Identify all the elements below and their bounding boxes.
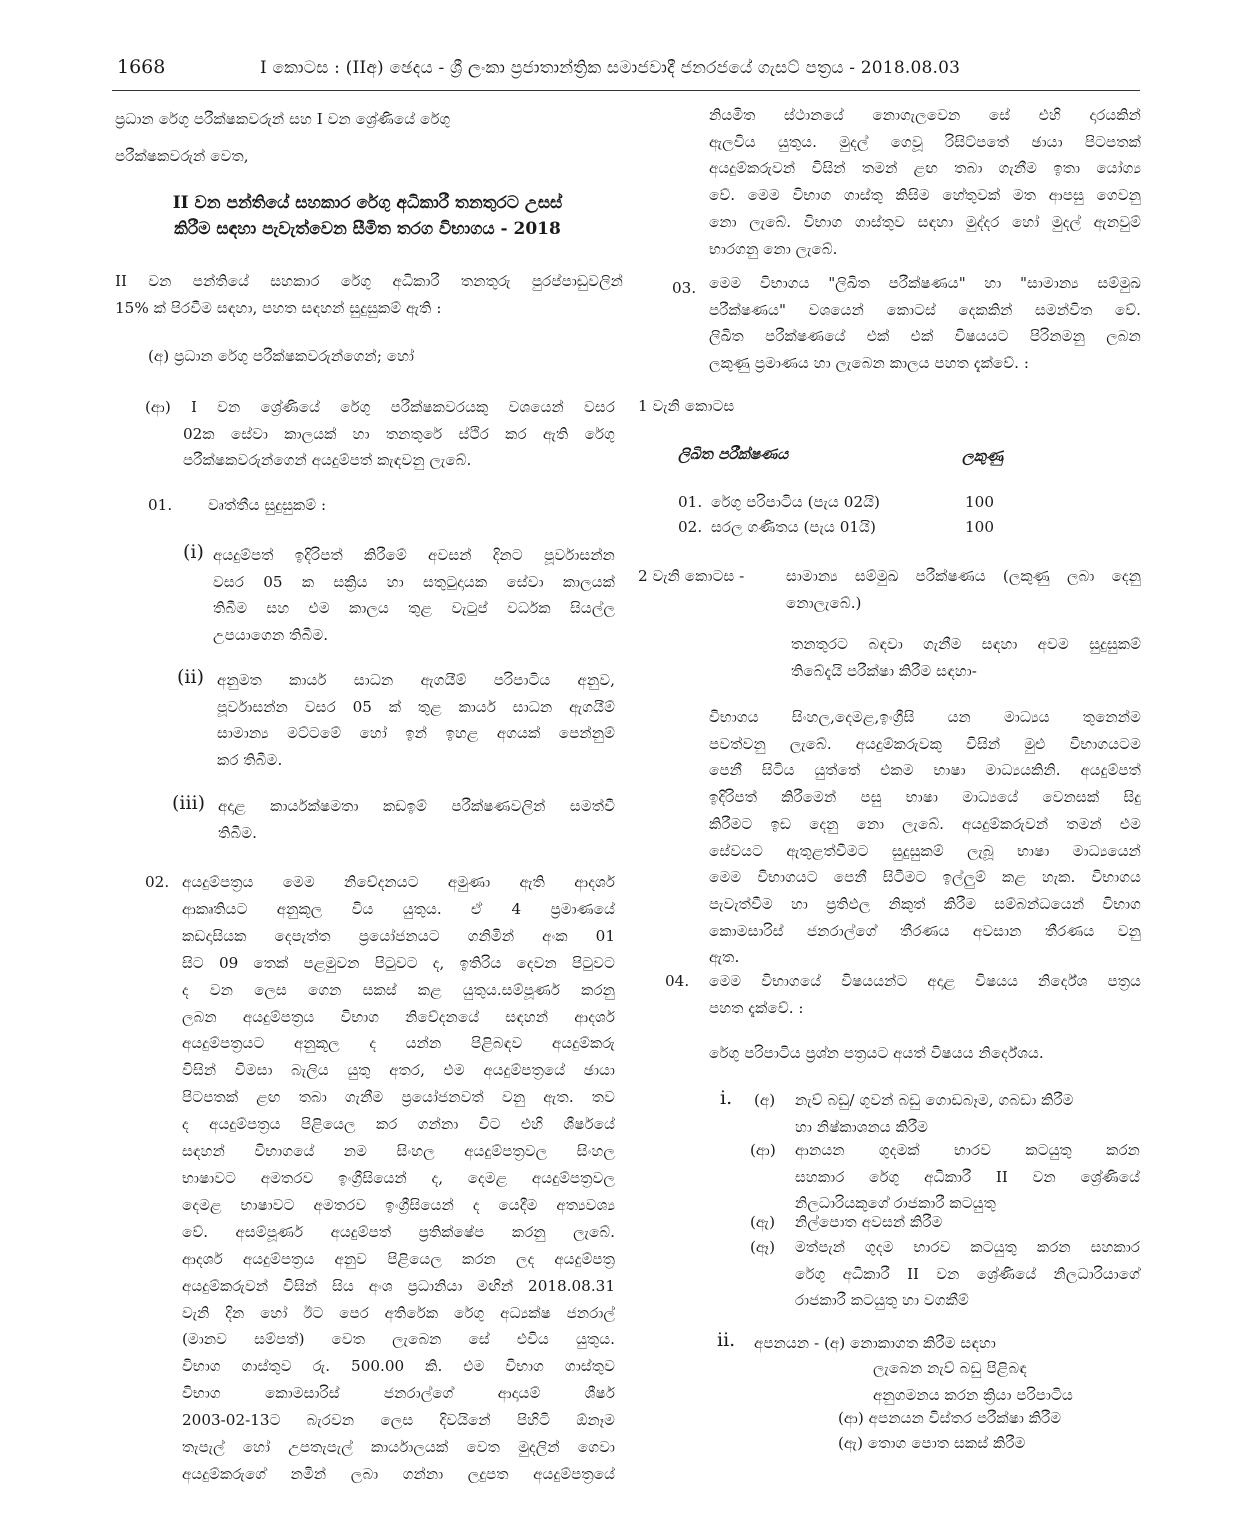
export-item: අපනයන - (අ) නොකාගත කිරීම සඳහා xyxy=(754,1334,996,1352)
section-03-number: 03. xyxy=(672,279,697,297)
section-03-text: මෙම විභාගය "ලිඛිත පරීක්ෂණය" හා "සාමාන්‍ය සම්මුඛ පරීක්ෂණය" වශයෙන් කොටස් දෙකකින් සමන්විත වේ. ලිඛිත පරීක්ෂණයේ එක් එක් විෂයයට පිරිනමනු ලබන ලකුණු ප්‍රමාණය හා ලැබෙන කාලය පහත දැක්වේ. : xyxy=(709,274,1141,373)
syllabus-item: නැව් බඩු/ ගුවන් බඩු ගොඩබෑම, ගබඩා කිරීම හා නිෂ්කාශනය කිරීම xyxy=(795,1091,1074,1136)
syllabus-item: නිල්පොත අවසන් කිරීම xyxy=(795,1213,943,1231)
req-ii-number: (ii) xyxy=(177,666,204,688)
paper-row: 02. සරල ගණිතය (පැය 01යි) 100 xyxy=(678,518,994,536)
part-2-note: තනතුරට බඳවා ගැනීම සඳහා අවම සුදුසුකම් තිබේදැයි පරීක්ෂා කිරීම සඳහා- xyxy=(791,635,1141,680)
syllabus-item: මත්පැන් ගුදම භාරව කටයුතු කරන සහකාර රේගු අධිකාරී II වන ශ්‍රේණියේ නිලධාරියාගේ රාජකාරී කටයුතු හා වගකීම් xyxy=(795,1238,1140,1310)
section-04-number: 04. xyxy=(665,972,690,990)
paper-row: 01. රේගු පරිපාටිය (පැය 02යි) 100 xyxy=(678,493,994,511)
part-2-label: 2 වැනි කොටස - xyxy=(638,567,745,585)
section-01-title: වෘත්තීය සුදුසුකම් : xyxy=(208,496,327,514)
syllabus-item: ආනයන ගුදමක් භාරව කටයුතු කරන සහකාර රේගු අධිකාරී II වන ශ්‍රේණියේ නිලධාරියකුගේ රාජකාරී කටයුතු xyxy=(795,1141,1140,1213)
syllabus-title: රේගු පරිපාටිය ප්‍රශ්න පත්‍රයට අයත් විෂයය නිර්දේශය. xyxy=(709,1044,1044,1062)
part-2-text: සාමාන්‍ය සම්මුඛ පරීක්ෂණය (ලකුණු ලබා දෙනු නොලැබේ.) xyxy=(786,567,1141,612)
section-01-number: 01. xyxy=(148,496,173,514)
part-1-label: 1 වැනි කොටස xyxy=(638,397,735,415)
exam-title: II වන පන්තියේ සහකාර රේගු අධිකාරී තනතුරට උසස් කිරීම සඳහා පැවැත්වෙන සීමිත තරග විභාගය - 2018 xyxy=(172,193,563,239)
export-item: (ඇ) තොග පොත සකස් කිරීම xyxy=(838,1434,1026,1452)
req-iii-text: අදාළ කාර්යක්ෂමතා කඩඉම් පරීක්ෂණවලින් සමත්වී තිබීම. xyxy=(218,797,615,842)
option-aa: (ආ) I වන ශ්‍රේණියේ රේගු පරීක්ෂකවරයකු වශයෙන් වසර 02ක සේවා කාලයක් හා තනතුරේ ස්ථිර කර ඇති රේගු පරීක්ෂකවරුන්ගෙන් අයදුම්පත් කැඳවනු ලැබේ. xyxy=(145,398,615,470)
fee-continuation: නියමිත ස්ථානයේ නොගැලවෙන සේ එහි දාරයකින් ඇලවිය යුතුය. මුදල් ගෙවූ රිසිට්පතේ ඡායා පිටපතක් අයදුම්කරුවන් විසින් තමන් ළඟ තබා ගැනීම ඉතා යෝග්‍ය වේ. මෙම විභාග ගාස්තු කිසිම හේතුවක් මත ආපසු ගෙවනු නො ලැබේ. විභාග ගාස්තුව සඳහා මුද්දර හෝ මුදල් ඇනවුම් භාරගනු නො ලැබේ. xyxy=(709,106,1141,258)
page-number: 1668 xyxy=(117,56,166,78)
syllabus-item-label: (ආ) xyxy=(750,1141,776,1159)
written-exam-header: ලිඛිත පරීක්ෂණය xyxy=(678,445,789,463)
req-i-text: අයදුම්පත් ඉදිරිපත් කිරීමේ අවසන් දිනට පූර්වාසන්න වසර 05 ක සක්‍රිය හා සතුටුදායක සේවා කාලයක් තිබීම සහ එම කාලය තුළ වැටුප් වර්ධක සියල්ල උපයාගෙන තිබීම. xyxy=(213,546,615,645)
option-a: (අ) ප්‍රධාන රේගු පරීක්ෂකවරුන්ගෙන්; හෝ xyxy=(148,347,415,365)
marks-header: ලකුණු xyxy=(962,447,1003,465)
addressee: ප්‍රධාන රේගු පරීක්ෂකවරුන් සහ I වන ශ්‍රේණියේ රේගු පරීක්ෂකවරුන් වෙත, xyxy=(115,110,451,165)
req-ii-text: අනුමත කාර්ය සාධන ඇගයීම් පරිපාටිය අනුව, පූර්වාසන්න වසර 05 ක් තුළ කාර්ය සාධන ඇගයීම් සාමාන්‍ය මට්ටමේ හෝ ඉන් ඉහළ අගයක් පෙන්නුම් කර තිබීම. xyxy=(217,671,615,770)
medium-paragraph: විභාගය සිංහල,දෙමළ,ඉංග්‍රීසි යන මාධ්‍යය තුනෙන්ම පවත්වනු ලැබේ. අයදුම්කරුවකු විසින් මුළු විභාගයටම පෙනී සිටිය යුත්තේ එකම භාෂා මාධ්‍යයකිනි. අයදුම්පත් ඉදිරිපත් කිරීමෙන් පසු භාෂා මාධ්‍යයේ වෙනසක් සිදු කිරීමට ඉඩ දෙනු නො ලැබේ. අයදුම්කරුවන් තමන් එම සේවයට ඇතුළත්වීමට සුදුසුකම් ලැබූ භාෂා මාධ්‍යයෙන් මෙම විභාගයට පෙනී සිටීමට ඉල්ලුම් කළ හැක. විභාගය පැවැත්වීම හා ප්‍රතිඵල නිකුත් කිරීම සම්බන්ධයෙන් විභාග කොමසාරිස් ජනරාල්ගේ තීරණය අවසාන තීරණය වනු ඇත. xyxy=(709,708,1141,967)
req-i-number: (i) xyxy=(183,541,204,563)
section-04-text: මෙම විභාගයේ විෂයයන්ට අදාළ විෂයය නිර්දේශ පත්‍රය පහත දැක්වේ. : xyxy=(709,972,1141,1017)
section-02-text: අයදුම්පත්‍රය මෙම නිවේදනයට අමුණා ඇති ආදර්ශ ආකෘතියට අනුකූල විය යුතුය. ඒ 4 ප්‍රමාණයේ කඩදාසියක දෙපැත්ත ප්‍රයෝජනයට ගනිමින් අංක 01 සිට 09 තෙක් පළමුවන පිටුවට ද, ඉතිරිය දෙවන පිටුවට ද වන ලෙස ගෙන සකස් කළ යුතුය.සම්පූර්ණ කරනු ලබන අයදුම්පත්‍රය විභාග නිවේදනයේ සඳහන් ආදර්ශ අයදුම්පත්‍රයට අනුකූල ද යන්න පිළිබඳව අයදුම්කරු විසින් විමසා බැලිය යුතු අතර, එම අයදුම්පත්‍රයේ ඡායා පිටපතක් ළඟ තබා ගැනීම ප්‍රයෝජනවත් වනු ඇත. තව ද අයදුම්පත්‍රය පිළියෙල කර ගන්නා විට එහි ශීර්ෂයේ සඳහන් විභාගයේ නම සිංහල අයදුම්පත්‍රවල සිංහල භාෂාවට අමතරව ඉංග්‍රීසියෙන් ද, දෙමළ අයදුම්පත්‍රවල දෙමළ භාෂාවට අමතරව ඉංග්‍රීසියෙන් ද යෙදීම අත්‍යවශ්‍ය වේ. අසම්පූර්ණ අයදුම්පත් ප්‍රතික්ෂේප කරනු ලැබේ. ආදර්ශ අයදුම්පත්‍රය අනුව පිළියෙල කරන ලද අයදුම්පත්‍ර අයදුම්කරුවන් විසින් සිය අංශ ප්‍රධානියා මඟින් 2018.08.31 වැනි දින හෝ ඊට පෙර අතිරේක රේගු අධ්‍යක්ෂ ජනරාල් (මානව සම්පත්) වෙත ලැබෙන සේ එවිය යුතුය. විභාග ගාස්තුව රු. 500.00 කි. එම විභාග ගාස්තුව විභාග කොමසාරිස් ජනරාල්ගේ ආදායම් ශීර්ෂ 2003-02-13ට බැරවන ලෙස දිවයිනේ පිහිටි ඕනෑම තැපැල් හෝ උපතැපැල් කාර්යාලයක් වෙත මුදලින් ගෙවා අයදුම්කරුගේ නමින් ලබා ගන්නා ලදුපත අයදුම්පත්‍රයේ xyxy=(182,873,615,1483)
syllabus-item-label: (ඈ) xyxy=(750,1238,776,1256)
intro-paragraph: II වන පන්තියේ සහකාර රේගු අධිකාරී තනතුරු පුරප්පාඩුවලින් 15% ක් පිරවීම සඳහා, පහත සඳහන් සුදුසුකම් ඇති : xyxy=(115,272,623,317)
running-header: I කොටස : (IIඅ) ඡෙදය - ශ්‍රී ලංකා ප්‍රජාතාන්ත්‍රික සමාජවාදී ජනරජයේ ගැසට් පත්‍රය - 2018.08.03 xyxy=(260,58,961,78)
syllabus-item-label: (ඇ) xyxy=(750,1213,776,1231)
roman-i: i. xyxy=(720,1087,733,1109)
req-iii-number: (iii) xyxy=(172,792,206,814)
section-02-number: 02. xyxy=(145,873,170,891)
syllabus-item-label: (අ) xyxy=(754,1091,776,1109)
export-item: (ආ) අපනයන විස්තර පරීක්ෂා කිරීම xyxy=(838,1409,1062,1427)
export-item-continued: ලැබෙන නැව් බඩු පිළිබඳ අනුගමනය කරන ක්‍රියා පරිපාටිය xyxy=(873,1359,1073,1404)
roman-ii: ii. xyxy=(717,1329,736,1351)
header-rule xyxy=(112,90,1140,91)
